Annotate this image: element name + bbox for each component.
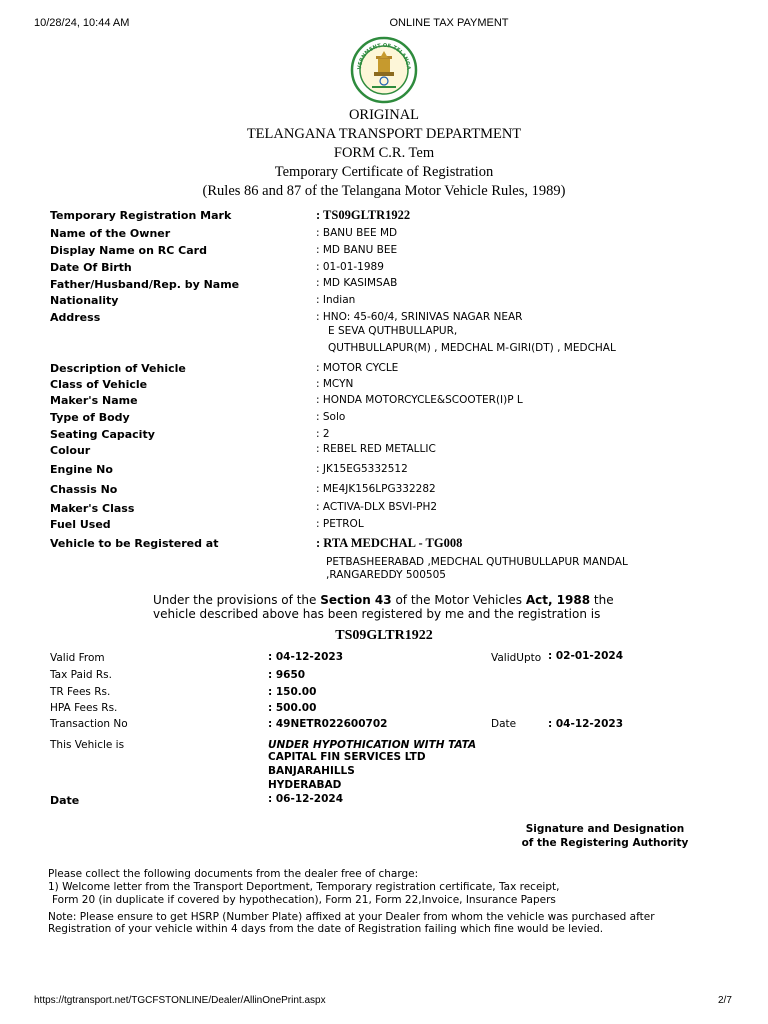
dob-value: : 01-01-1989 — [316, 261, 384, 273]
engine-value: : JK15EG5332512 — [316, 463, 408, 475]
hypothecation-line-4: HYDERABAD — [268, 779, 342, 791]
address-line-1: : HNO: 45-60/4, SRINIVAS NAGAR NEAR — [316, 311, 523, 323]
maker-value: : HONDA MOTORCYCLE&SCOOTER(I)P L — [316, 394, 523, 406]
registration-number: TS09GLTR1922 — [335, 628, 433, 643]
print-title: ONLINE TAX PAYMENT — [389, 17, 509, 29]
heading-form: FORM C.R. Tem — [333, 145, 435, 161]
hypothecation-line-1: UNDER HYPOTHICATION WITH TATA — [268, 739, 477, 751]
hpa-fees-value: : 500.00 — [268, 702, 317, 714]
makers-class-label: Maker's Class — [50, 502, 135, 515]
fuel-value: : PETROL — [316, 518, 364, 530]
vehicle-is-label: This Vehicle is — [50, 739, 125, 751]
body-type-value: : Solo — [316, 411, 346, 423]
registered-at-address-2: ,RANGAREDDY 500505 — [326, 569, 446, 581]
nationality-label: Nationality — [50, 294, 119, 307]
registered-at-value: : RTA MEDCHAL - TG008 — [316, 536, 463, 550]
tax-paid-value: : 9650 — [268, 669, 306, 681]
dob-label: Date Of Birth — [50, 261, 132, 274]
fuel-label: Fuel Used — [50, 518, 111, 531]
provision-line-1: Under the provisions of the Section 43 of the Motor Vehicles Act, 1988 the — [153, 593, 614, 607]
address-label: Address — [50, 311, 101, 324]
print-date-value: : 06-12-2024 — [268, 793, 344, 805]
heading-original: ORIGINAL — [348, 107, 420, 123]
print-date-label: Date — [50, 794, 80, 807]
trm-value: : TS09GLTR1922 — [316, 208, 411, 222]
registered-at-label: Vehicle to be Registered at — [50, 537, 219, 550]
trm-label: Temporary Registration Mark — [50, 209, 232, 222]
provision-line-2: vehicle described above has been registered by me and the registration is — [153, 607, 601, 621]
print-url: https://tgtransport.net/TGCFSTONLINE/Dealer/AllinOnePrint.aspx — [34, 995, 326, 1006]
valid-upto-value: : 02-01-2024 — [548, 650, 624, 662]
owner-label: Name of the Owner — [50, 227, 171, 240]
telangana-emblem-icon — [350, 36, 418, 104]
address-line-2: E SEVA QUTHBULLAPUR, — [328, 325, 458, 337]
note-line-3: Form 20 (in duplicate if covered by hypothecation), Form 21, Form 22,Invoice, Insurance Papers — [52, 894, 556, 906]
owner-value: : BANU BEE MD — [316, 227, 398, 239]
maker-label: Maker's Name — [50, 394, 138, 407]
valid-from-value: : 04-12-2023 — [268, 651, 344, 663]
father-value: : MD KASIMSAB — [316, 277, 398, 289]
body-type-label: Type of Body — [50, 411, 130, 424]
tr-fees-label: TR Fees Rs. — [50, 686, 111, 698]
class-value: : MCYN — [316, 378, 354, 390]
valid-upto-label: ValidUpto — [491, 652, 542, 664]
note-line-5: Registration of your vehicle within 4 days from the date of Registration failing which fine would be levied. — [48, 923, 604, 935]
transaction-label: Transaction No — [50, 718, 128, 730]
engine-label: Engine No — [50, 463, 113, 476]
seating-label: Seating Capacity — [50, 428, 155, 441]
note-line-4: Note: Please ensure to get HSRP (Number Plate) affixed at your Dealer from whom the vehicle was purchased after — [48, 911, 655, 923]
hypothecation-line-2: CAPITAL FIN SERVICES LTD — [268, 751, 426, 763]
father-label: Father/Husband/Rep. by Name — [50, 278, 240, 291]
note-line-2: 1) Welcome letter from the Transport Deportment, Temporary registration certificate, Tax receipt, — [48, 881, 560, 893]
page-number: 2/7 — [718, 995, 732, 1006]
chassis-label: Chassis No — [50, 483, 118, 496]
heading-department: TELANGANA TRANSPORT DEPARTMENT — [246, 126, 522, 142]
address-line-3: QUTHBULLAPUR(M) , MEDCHAL M-GIRI(DT) , MEDCHAL — [328, 342, 616, 354]
hypothecation-line-3: BANJARAHILLS — [268, 765, 355, 777]
tr-fees-value: : 150.00 — [268, 686, 317, 698]
transaction-date-label: Date — [491, 718, 517, 730]
transaction-date-value: : 04-12-2023 — [548, 718, 624, 730]
description-value: : MOTOR CYCLE — [316, 362, 399, 374]
print-datetime: 10/28/24, 10:44 AM — [34, 17, 130, 29]
registered-at-address-1: PETBASHEERABAD ,MEDCHAL QUTHUBULLAPUR MANDAL — [326, 556, 628, 568]
colour-value: : REBEL RED METALLIC — [316, 443, 436, 455]
valid-from-label: Valid From — [50, 652, 105, 664]
seating-value: : 2 — [316, 428, 330, 440]
colour-label: Colour — [50, 444, 91, 457]
signature-line-1: Signature and Designation — [525, 823, 685, 835]
class-label: Class of Vehicle — [50, 378, 148, 391]
description-label: Description of Vehicle — [50, 362, 186, 375]
note-line-1: Please collect the following documents from the dealer free of charge: — [48, 868, 419, 880]
signature-line-2: of the Registering Authority — [521, 837, 689, 849]
heading-rules: (Rules 86 and 87 of the Telangana Motor Vehicle Rules, 1989) — [202, 183, 566, 199]
makers-class-value: : ACTIVA-DLX BSVI-PH2 — [316, 501, 438, 513]
transaction-value: : 49NETR022600702 — [268, 718, 388, 730]
nationality-value: : Indian — [316, 294, 356, 306]
tax-paid-label: Tax Paid Rs. — [50, 669, 112, 681]
hpa-fees-label: HPA Fees Rs. — [50, 702, 118, 714]
display-name-label: Display Name on RC Card — [50, 244, 207, 257]
heading-certificate: Temporary Certificate of Registration — [274, 164, 494, 180]
emblem-text: VERNMENT OF TELANGA — [356, 42, 412, 71]
display-name-value: : MD BANU BEE — [316, 244, 398, 256]
chassis-value: : ME4JK156LPG332282 — [316, 483, 436, 495]
